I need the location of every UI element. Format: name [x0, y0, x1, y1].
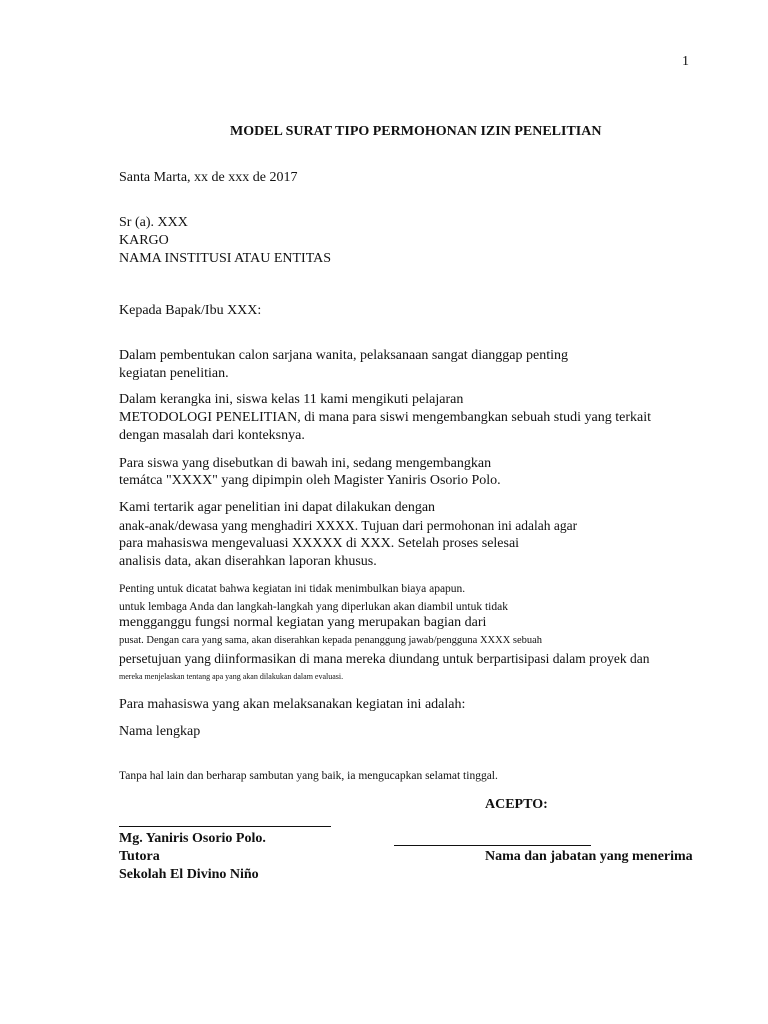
paragraph-5-line-5: persetujuan yang diinformasikan di mana mereka diundang untuk berpartisipasi dalam proyek dan	[119, 651, 650, 666]
paragraph-4-line-2: anak-anak/dewasa yang menghadiri XXXX. Tujuan dari permohonan ini adalah agar	[119, 518, 578, 533]
paragraph-5-line-1: Penting untuk dicatat bahwa kegiatan ini tidak menimbulkan biaya apapun.	[119, 583, 466, 595]
paragraph-5-line-6: mereka menjelaskan tentang apa yang akan dilakukan dalam evaluasi.	[119, 672, 344, 681]
place-date: Santa Marta, xx de xxx de 2017	[119, 170, 298, 185]
document-title: MODEL SURAT TIPO PERMOHONAN IZIN PENELITIAN	[230, 124, 602, 139]
signer-name: Mg. Yaniris Osorio Polo.	[119, 831, 266, 846]
paragraph-4-line-1: Kami tertarik agar penelitian ini dapat dilakukan dengan	[119, 500, 436, 515]
paragraph-4-line-4: analisis data, akan diserahkan laporan khusus.	[119, 554, 377, 569]
signature-line-left	[119, 826, 331, 827]
paragraph-3-line-1: Para siswa yang disebutkan di bawah ini, sedang mengembangkan	[119, 456, 492, 471]
paragraph-3-line-2: temátca "XXXX" yang dipimpin oleh Magister Yaniris Osorio Polo.	[119, 473, 501, 488]
receiver-caption: Nama dan jabatan yang menerima	[485, 849, 693, 864]
paragraph-1-line-1: Dalam pembentukan calon sarjana wanita, pelaksanaan sangat dianggap penting	[119, 348, 568, 363]
recipient-institution: NAMA INSTITUSI ATAU ENTITAS	[119, 251, 332, 266]
paragraph-2-line-2: METODOLOGI PENELITIAN, di mana para siswi mengembangkan sebuah studi yang terkait	[119, 410, 652, 425]
signer-role: Tutora	[119, 849, 160, 864]
paragraph-5-line-4: pusat. Dengan cara yang sama, akan diserahkan kepada penanggung jawab/pengguna XXXX sebuah	[119, 635, 543, 646]
paragraph-2-line-1: Dalam kerangka ini, siswa kelas 11 kami mengikuti pelajaran	[119, 392, 464, 407]
paragraph-4-line-3: para mahasiswa mengevaluasi XXXXX di XXX. Setelah proses selesai	[119, 536, 520, 551]
paragraph-1-line-2: kegiatan penelitian.	[119, 366, 229, 381]
signer-school: Sekolah El Divino Niño	[119, 867, 259, 882]
paragraph-5-line-3: mengganggu fungsi normal kegiatan yang merupakan bagian dari	[119, 615, 487, 630]
salutation: Kepada Bapak/Ibu XXX:	[119, 303, 262, 318]
recipient-name: Sr (a). XXX	[119, 215, 188, 230]
closing-line: Tanpa hal lain dan berharap sambutan yang baik, ia mengucapkan selamat tinggal.	[119, 770, 498, 782]
page-number: 1	[682, 54, 689, 69]
students-intro: Para mahasiswa yang akan melaksanakan kegiatan ini adalah:	[119, 697, 466, 712]
acepto-label: ACEPTO:	[485, 797, 548, 812]
paragraph-2-line-3: dengan masalah dari konteksnya.	[119, 428, 305, 443]
paragraph-5-line-2: untuk lembaga Anda dan langkah-langkah yang diperlukan akan diambil untuk tidak	[119, 601, 508, 613]
full-name-label: Nama lengkap	[119, 724, 201, 739]
signature-line-right	[394, 845, 591, 846]
recipient-position: KARGO	[119, 233, 169, 248]
